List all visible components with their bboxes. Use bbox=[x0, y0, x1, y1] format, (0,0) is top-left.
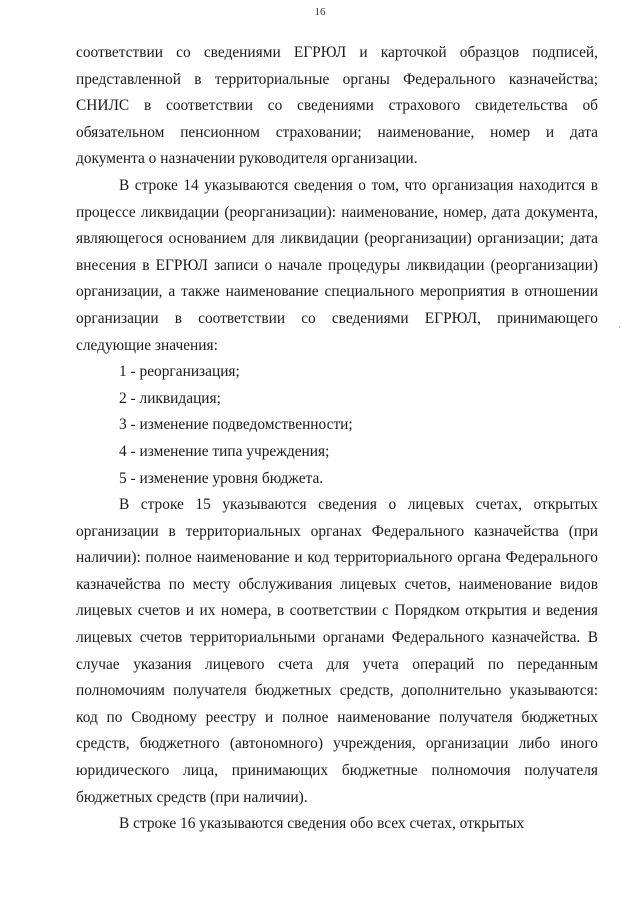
list-item: 2 - ликвидация; bbox=[119, 389, 221, 407]
page-number: 16 bbox=[314, 6, 326, 18]
paragraph-line-15: В строке 15 указываются сведения о лицевых счетах, открытых организации в территориальных органах Федерального казначейства (при наличии): полное наименование и код территориального органа Федерального казначейства по месту обслуживания лицевых счетов, наименование видов лицевых счетов и их номера, в соответствии с Порядком открытия и ведения лицевых счетов территориальными органами Федерального казначейства. В случае указания лицевого счета для учета операций по переданным полномочиям получателя бюджетных средств, дополнительно указываются: код по Сводному реестру и полное наименование получателя бюджетных средств, бюджетного (автономного) учреждения, организации либо иного юридического лица, принимающих бюджетные полномочия получателя бюджетных средств (при наличии). bbox=[76, 496, 598, 806]
list-item: 4 - изменение типа учреждения; bbox=[119, 442, 330, 460]
paragraph-line-14: В строке 14 указываются сведения о том, что организация находится в процессе ликвидации (реорганизации): наименование, номер, дата документа, являющегося основанием для ликвидации (реорганизации) организации; дата внесения в ЕГРЮЛ записи о начале процедуры ликвидации (реорганизации) организации, а также наименование специального мероприятия в отношении организации в соответствии со сведениями ЕГРЮЛ, принимающего следующие значения: bbox=[76, 176, 598, 354]
scan-artifact-mark: · bbox=[618, 322, 621, 332]
paragraph-continuation: соответствии со сведениями ЕГРЮЛ и карточкой образцов подписей, представленной в территориальные органы Федерального казначейства; СНИЛС в соответствии со сведениями страхового свидетельства об обязательном пенсионном страховании; наименование, номер и дата документа о назначении руководителя организации. bbox=[76, 44, 598, 168]
paragraph-line-16: В строке 16 указываются сведения обо всех счетах, открытых bbox=[119, 815, 525, 833]
list-item: 1 - реорганизация; bbox=[119, 363, 240, 381]
list-item: 3 - изменение подведомственности; bbox=[119, 416, 353, 434]
reorganization-values-list bbox=[76, 359, 598, 492]
list-item: 5 - изменение уровня бюджета. bbox=[119, 469, 324, 487]
document-body bbox=[76, 40, 598, 838]
